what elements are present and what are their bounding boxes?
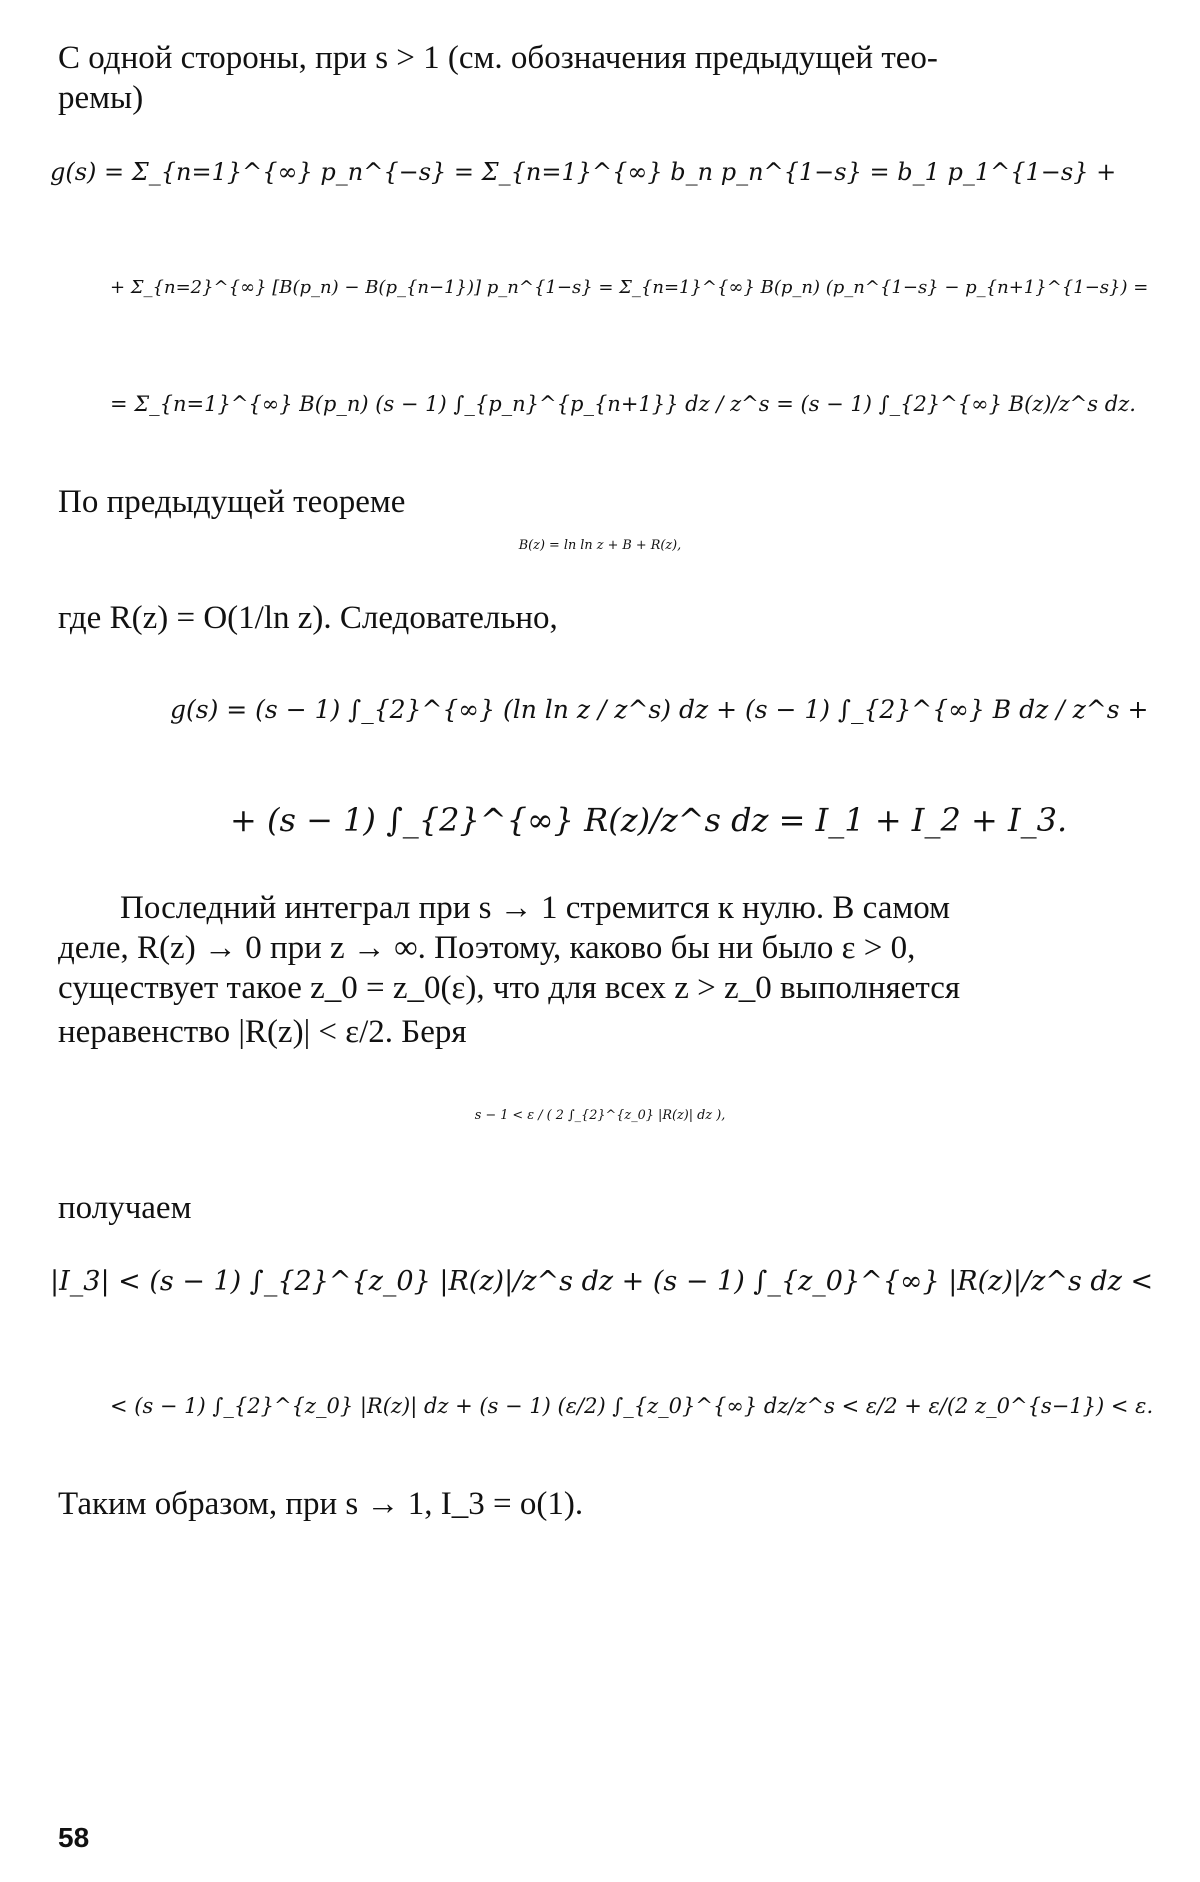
paragraph-2: По предыдущей теореме xyxy=(58,484,406,520)
paragraph-1-line-2: ремы) xyxy=(58,80,144,116)
equation-s-bound: s − 1 < ε / ( 2 ∫_{2}^{z_0} |R(z)| dz ), xyxy=(474,1108,726,1123)
equation-g-split-line-2: + (s − 1) ∫_{2}^{∞} R(z)/z^s dz = I_1 + I_2 + I_3. xyxy=(230,801,1068,839)
paragraph-4-line-3: существует такое z_0 = z_0(ε), что для всех z > z_0 выполняется xyxy=(58,970,961,1006)
equation-I3-bound-line-2: < (s − 1) ∫_{2}^{z_0} |R(z)| dz + (s − 1) (ε/2) ∫_{z_0}^{∞} dz/z^s < ε/2 + ε/(2 z_0^{s−1}) < ε. xyxy=(110,1394,1154,1418)
paragraph-4-line-2: деле, R(z) → 0 при z → ∞. Поэтому, каково бы ни было ε > 0, xyxy=(58,930,916,966)
equation-I3-bound-line-1: |I_3| < (s − 1) ∫_{2}^{z_0} |R(z)|/z^s dz + (s − 1) ∫_{z_0}^{∞} |R(z)|/z^s dz < xyxy=(50,1266,1154,1297)
equation-g-split-line-1: g(s) = (s − 1) ∫_{2}^{∞} (ln ln z / z^s) dz + (s − 1) ∫_{2}^{∞} B dz / z^s + xyxy=(170,695,1149,724)
equation-g-sum-line-2: + Σ_{n=2}^{∞} [B(p_n) − B(p_{n−1})] p_n^{1−s} = Σ_{n=1}^{∞} B(p_n) (p_n^{1−s} − p_{n+1}^{1−s}) = xyxy=(110,277,1149,298)
paragraph-5: получаем xyxy=(58,1190,192,1226)
page-number: 58 xyxy=(58,1822,90,1853)
equation-g-sum-line-3: = Σ_{n=1}^{∞} B(p_n) (s − 1) ∫_{p_n}^{p_{n+1}} dz / z^s = (s − 1) ∫_{2}^{∞} B(z)/z^s dz. xyxy=(110,392,1136,416)
equation-g-sum-line-1: g(s) = Σ_{n=1}^{∞} p_n^{−s} = Σ_{n=1}^{∞} b_n p_n^{1−s} = b_1 p_1^{1−s} + xyxy=(50,158,1117,186)
paragraph-4-line-4: неравенство |R(z)| < ε/2. Беря xyxy=(58,1014,467,1050)
paragraph-3: где R(z) = O(1/ln z). Следовательно, xyxy=(58,600,558,636)
paragraph-1-line-1: С одной стороны, при s > 1 (см. обозначения предыдущей тео- xyxy=(58,40,938,76)
equation-B: B(z) = ln ln z + B + R(z), xyxy=(518,538,682,553)
paragraph-4-line-1: Последний интеграл при s → 1 стремится к нулю. В самом xyxy=(120,890,951,926)
paragraph-6: Таким образом, при s → 1, I_3 = o(1). xyxy=(58,1486,584,1522)
